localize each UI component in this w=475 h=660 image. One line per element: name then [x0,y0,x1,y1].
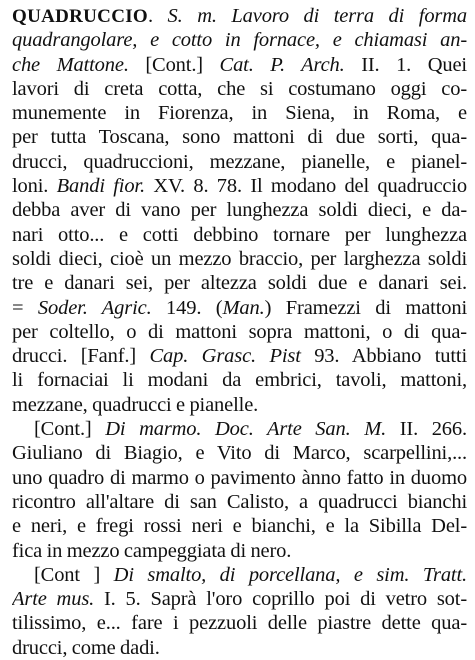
roman-text: lavori di creta cotta, che si costumano oggi co- [12,77,467,100]
roman-text: soldi dieci, cioè un mezzo braccio, per larghezza soldi [12,247,467,270]
italic-text: che Mattone. [12,53,129,76]
dictionary-entry [12,4,467,660]
text-line [12,77,467,101]
roman-text: mezzane, quadrucci e pianelle. [12,393,259,416]
roman-text: . [148,5,168,27]
roman-text: II. 266. [386,418,467,441]
roman-text: [Cont ] [34,563,114,586]
italic-text: Di marmo. Doc. Arte San. M. [105,418,387,441]
text-line [12,198,467,222]
roman-text: debba aver di vano per lunghezza soldi dieci, e da- [12,199,467,222]
roman-text: drucci, come dadi. [12,636,160,659]
text-line [12,28,467,52]
roman-text: tilissimo, e... fare i pezzuoli delle piastre dette qua- [12,612,467,635]
text-line [12,125,467,149]
roman-text: Giuliano di Biagio, e Vito di Marco, scarpellini,... [12,442,467,465]
italic-text: Soder. Agric. [37,296,152,319]
text-line [12,611,467,635]
roman-text: 149. ( [151,296,223,319]
text-line [12,174,467,198]
roman-text: [Cont.] [128,53,220,76]
text-line [12,514,467,538]
roman-text: = [12,296,38,319]
text-line [12,320,467,344]
italic-text: Di smalto, di porcellana, e sim. Tratt. [113,563,467,586]
roman-text: XV. 8. 78. Il modano del quadruccio [144,175,467,198]
roman-text: per tutta Toscana, sono mattoni di due sorti, qua- [12,126,467,149]
roman-text: [Cont.] [34,418,106,441]
text-line [12,368,467,392]
roman-text: li fornaciai li modani da embrici, tavoli, mattoni, [12,369,467,392]
italic-text: Arte mus. [12,588,95,611]
italic-text: Cap. Grasc. Pist [149,345,301,368]
roman-text: nari otto... e cotti debbino tornare per lunghezza [12,223,467,246]
text-line [12,417,467,441]
text-line [12,539,467,563]
text-line [12,636,467,660]
text-line [12,563,467,587]
text-line [12,393,467,417]
italic-text: quadrangolare, e cotto in fornace, e chiamasi an- [12,29,467,52]
italic-text: Man. [222,296,265,319]
roman-text: tre e danari sei, per altezza soldi due e danari sei. [12,272,467,295]
headword: QUADRUCCIO [12,6,148,27]
text-line [12,344,467,368]
text-line [12,247,467,271]
text-line [12,223,467,247]
text-line [12,150,467,174]
roman-text: ricontro all'altare di san Calisto, a quadrucci bianchi [12,490,467,513]
roman-text: I. 5. Saprà l'oro coprillo poi di vetro sot- [94,588,467,611]
roman-text: drucci. [Fanf.] [12,345,150,368]
roman-text: ) Framezzi di mattoni [264,296,467,319]
roman-text: drucci, quadruccioni, mezzane, pianelle, e pianel- [12,150,467,173]
roman-text: II. 1. Quei [344,53,467,76]
italic-text: Bandi fior. [56,175,145,198]
roman-text: munemente in Fiorenza, in Siena, in Roma, e [12,102,467,125]
text-line [12,271,467,295]
roman-text: 93. Abbiano tutti [300,345,467,368]
roman-text: loni. [12,175,57,198]
text-line [12,101,467,125]
roman-text: per coltello, o di mattoni sopra mattoni, o di qua- [12,320,467,343]
text-line [12,4,467,28]
roman-text: e neri, e fregi rossi neri e bianchi, e la Sibilla Del- [12,515,467,538]
text-line [12,53,467,77]
text-line [12,466,467,490]
roman-text: uno quadro di marmo o pavimento ànno fatto in duomo [12,466,467,489]
text-line [12,296,467,320]
text-line [12,587,467,611]
italic-text: S. m. Lavoro di terra di forma [167,5,467,27]
roman-text: fica in mezzo campeggiata di nero. [12,539,292,562]
italic-text: Cat. P. Arch. [219,53,345,76]
text-line [12,490,467,514]
text-line [12,441,467,465]
